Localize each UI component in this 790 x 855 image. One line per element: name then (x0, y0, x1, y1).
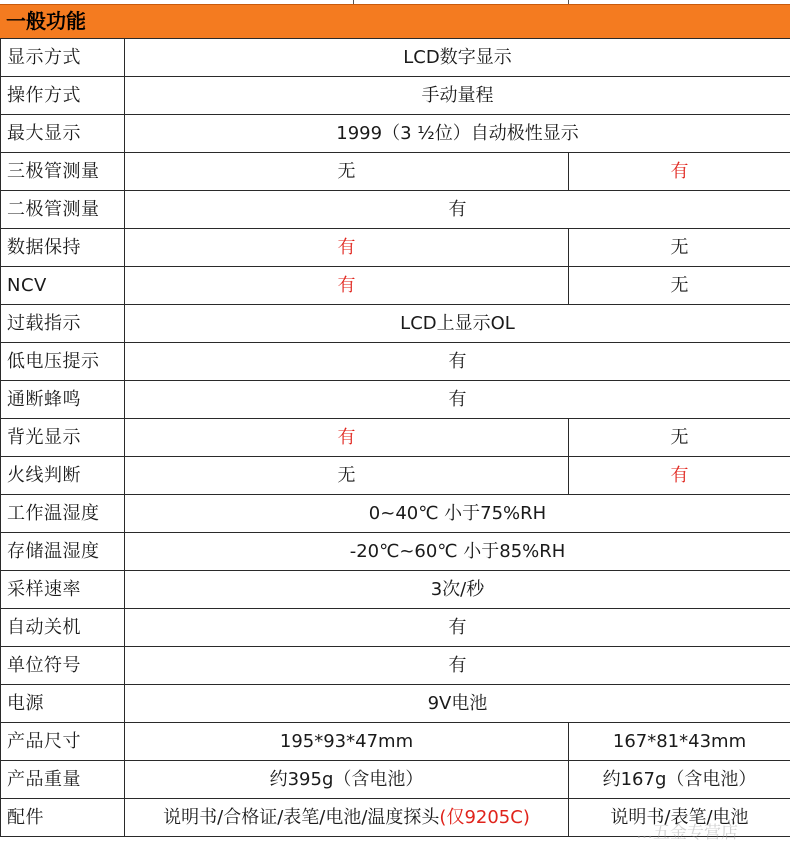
spec-label: 产品尺寸 (1, 723, 125, 761)
spec-value-note: (仅9205C) (439, 806, 530, 828)
spec-label: 火线判断 (1, 457, 125, 495)
spec-value-text: 有 (337, 274, 356, 296)
spec-value-model-b: 无 (569, 229, 790, 267)
spec-label: 产品重量 (1, 761, 125, 799)
spec-value-text: 说明书/合格证/表笔/电池/温度探头 (163, 806, 440, 828)
spec-row (1, 343, 790, 381)
spec-value: 9V电池 (125, 685, 790, 723)
spec-label: 存储温湿度 (1, 533, 125, 571)
spec-value: 0~40℃ 小于75%RH (125, 495, 790, 533)
spec-value: -20℃~60℃ 小于85%RH (125, 533, 790, 571)
spec-row (1, 647, 790, 685)
spec-row (1, 381, 790, 419)
spec-value-model-b: 167*81*43mm (569, 723, 790, 761)
spec-value: LCD上显示OL (125, 305, 790, 343)
spec-label: 电源 (1, 685, 125, 723)
spec-label: 通断蜂鸣 (1, 381, 125, 419)
spec-row (1, 799, 790, 837)
spec-label: 二极管测量 (1, 191, 125, 229)
spec-row (1, 153, 790, 191)
spec-label: 采样速率 (1, 571, 125, 609)
spec-value-text: 无 (337, 464, 356, 486)
spec-label: 配件 (1, 799, 125, 837)
spec-label: 工作温湿度 (1, 495, 125, 533)
spec-row (1, 77, 790, 115)
spec-row (1, 457, 790, 495)
spec-label: 操作方式 (1, 77, 125, 115)
spec-label: 数据保持 (1, 229, 125, 267)
spec-row (1, 39, 790, 77)
spec-row (1, 305, 790, 343)
spec-value-text: 有 (337, 426, 356, 448)
spec-value-model-a (125, 229, 569, 267)
spec-row (1, 761, 790, 799)
spec-value-model-a (125, 419, 569, 457)
spec-label: NCV (1, 267, 125, 305)
spec-table (0, 38, 790, 837)
spec-row (1, 267, 790, 305)
spec-value-model-a (125, 153, 569, 191)
spec-label: 三极管测量 (1, 153, 125, 191)
spec-value: 有 (125, 647, 790, 685)
spec-value-model-a (125, 457, 569, 495)
spec-label: 背光显示 (1, 419, 125, 457)
spec-row (1, 571, 790, 609)
spec-row (1, 419, 790, 457)
spec-row (1, 533, 790, 571)
spec-label: 过载指示 (1, 305, 125, 343)
spec-value: 有 (125, 381, 790, 419)
spec-value-model-b: 说明书/表笔/电池 (569, 799, 790, 837)
spec-row (1, 723, 790, 761)
spec-value: 1999（3 ½位）自动极性显示 (125, 115, 790, 153)
spec-value-text: 约395g（含电池） (269, 768, 424, 790)
spec-value-text: 无 (337, 160, 356, 182)
section-header (0, 4, 790, 38)
spec-value: 手动量程 (125, 77, 790, 115)
spec-label: 低电压提示 (1, 343, 125, 381)
spec-row (1, 115, 790, 153)
store-watermark: …五金专营店 (636, 823, 738, 843)
spec-value-model-a (125, 799, 569, 837)
spec-row (1, 191, 790, 229)
spec-label: 自动关机 (1, 609, 125, 647)
spec-label: 单位符号 (1, 647, 125, 685)
spec-value-text: 有 (337, 236, 356, 258)
spec-value-model-b: 无 (569, 267, 790, 305)
section-title: 一般功能 (6, 9, 86, 33)
spec-label: 显示方式 (1, 39, 125, 77)
spec-row (1, 609, 790, 647)
spec-row (1, 685, 790, 723)
spec-value-model-a (125, 761, 569, 799)
spec-value-model-a (125, 267, 569, 305)
spec-value-model-a (125, 723, 569, 761)
spec-row (1, 229, 790, 267)
spec-value: 有 (125, 191, 790, 229)
spec-value-model-b: 有 (569, 153, 790, 191)
spec-value: 有 (125, 343, 790, 381)
spec-value: 有 (125, 609, 790, 647)
spec-label: 最大显示 (1, 115, 125, 153)
spec-value: 3次/秒 (125, 571, 790, 609)
spec-value-text: 195*93*47mm (279, 730, 414, 752)
spec-value-model-b: 有 (569, 457, 790, 495)
spec-row (1, 495, 790, 533)
spec-value: LCD数字显示 (125, 39, 790, 77)
spec-value-model-b: 无 (569, 419, 790, 457)
spec-value-model-b: 约167g（含电池） (569, 761, 790, 799)
